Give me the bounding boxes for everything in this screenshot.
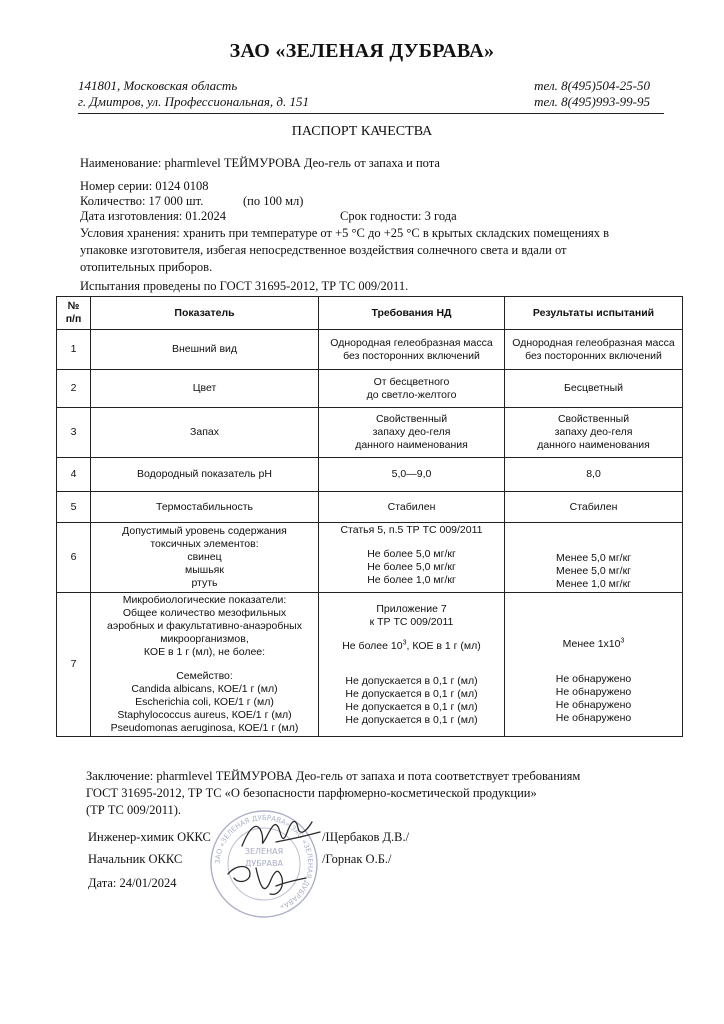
table-row [57,370,683,408]
row-number: 6 [57,523,91,593]
row-result: Менее 5,0 мг/кг Менее 5,0 мг/кг Менее 1,0 мг/кг [505,523,683,593]
conclusion-line-2: ГОСТ 31695-2012, ТР ТС «О безопасности парфюмерно-косметической продукции» [86,786,537,800]
row-indicator: Термостабильность [91,492,319,523]
table-row [57,492,683,523]
product-name: Наименование: pharmlevel ТЕЙМУРОВА Део-гель от запаха и пота [80,156,440,170]
row-number: 2 [57,370,91,408]
quantity-note: (по 100 мл) [243,194,304,208]
phone-2: тел. 8(495)993-99-95 [534,94,650,109]
conclusion-line-3: (ТР ТС 009/2011). [86,803,182,817]
row-indicator: Водородный показатель рН [91,458,319,492]
header-divider [78,113,664,114]
row-number: 3 [57,408,91,458]
engineer-title: Инженер-химик ОККС [88,830,211,844]
table-header-row [57,297,683,330]
row-requirement: Приложение 7 к ТР ТС 009/2011 Не более $10^3$, КОЕ в 1 г (мл) Не допускается в 0,1 г (мл) Не допускается в 0,1 г (мл) Не допускается в 0,1 г (мл) Не допускается в 0,1 г (мл) [319,593,505,737]
table-row [57,593,683,737]
header-result: Результаты испытаний [505,297,683,330]
quantity: Количество: 17 000 шт. [80,194,204,208]
tests-standard: Испытания проведены по ГОСТ 31695-2012, ТР ТС 009/2011. [80,279,409,293]
header-indicator: Показатель [91,297,319,330]
quality-table [56,296,683,737]
head-name: /Горнак О.Б./ [322,852,392,866]
engineer-name: /Щербаков Д.В./ [322,830,410,844]
row-result: Стабилен [505,492,683,523]
row-number: 1 [57,330,91,370]
svg-text:ЗАО «ЗЕЛЕНАЯ ДУБРАВА» ЗАО «ЗЕЛ: ЗАО «ЗЕЛЕНАЯ ДУБРАВА» ЗАО «ЗЕЛЕНАЯ ДУБРАВА» [213,813,315,911]
head-title: Начальник ОККС [88,852,183,866]
row-result: Менее $1х10^3$ Не обнаружено Не обнаружено Не обнаружено Не обнаружено [505,593,683,737]
sign-date: Дата: 24/01/2024 [88,876,177,890]
company-name: ЗАО «ЗЕЛЕНАЯ ДУБРАВА» [229,40,495,62]
row-number: 5 [57,492,91,523]
row-indicator: Внешний вид [91,330,319,370]
row-requirement: Однородная гелеобразная масса без посторонних включений [319,330,505,370]
conclusion-line-1: Заключение: pharmlevel ТЕЙМУРОВА Део-гель от запаха и пота соответствует требованиям [86,769,581,783]
row-requirement: Свойственный запаху део-геля данного наименования [319,408,505,458]
company-address [78,78,309,110]
row-result: Бесцветный [505,370,683,408]
row-indicator: Допустимый уровень содержания токсичных элементов: свинец мышьяк ртуть [91,523,319,593]
storage-line-3: отопительных приборов. [80,260,213,274]
table-row [57,523,683,593]
storage-line-1: Условия хранения: хранить при температуре от +5 °С до +25 °С в крытых складских помещениях в [80,226,610,240]
series-number: Номер серии: 0124 0108 [80,179,209,193]
row-number: 7 [57,593,91,737]
phone-1: тел. 8(495)504-25-50 [534,78,650,93]
engineer-signature [236,812,326,856]
head-signature [220,856,310,904]
row-indicator: Цвет [91,370,319,408]
row-result: Однородная гелеобразная масса без посторонних включений [505,330,683,370]
document-title: ПАСПОРТ КАЧЕСТВА [291,124,433,139]
table-row [57,458,683,492]
address-line-2: г. Дмитров, ул. Профессиональная, д. 151 [78,94,309,109]
address-line-1: 141801, Московская область [78,78,238,93]
shelf-life: Срок годности: 3 года [340,209,457,223]
storage-conditions [80,225,680,276]
row-indicator: Микробиологические показатели: Общее количество мезофильных аэробных и факультативно-анаэробных микроорганизмов, КОЕ в 1 г (мл), не более: Семейство: Candida albicans, КОЕ/1 г (мл) Escherichia coli, КОЕ/1 г (мл) Staphylococcus aureus, КОЕ/1 г (мл) Pseudomonas aeruginosa, КОЕ/1 г (мл) [91,593,319,737]
svg-text:ЗЕЛЕНАЯ: ЗЕЛЕНАЯ [244,847,284,856]
row-requirement: Стабилен [319,492,505,523]
manufacture-date: Дата изготовления: 01.2024 [80,209,226,223]
header-number: № п/п [57,297,91,330]
row-requirement: От бесцветного до светло-желтого [319,370,505,408]
row-result: Свойственный запаху део-геля данного наименования [505,408,683,458]
svg-text:ДУБРАВА: ДУБРАВА [245,859,283,868]
row-number: 4 [57,458,91,492]
row-result: 8,0 [505,458,683,492]
table-row [57,408,683,458]
storage-line-2: упаковке изготовителя, избегая непосредственное воздействия солнечного света и вдали от [80,243,567,257]
conclusion [86,768,580,819]
company-phones [534,78,650,110]
row-requirement: 5,0—9,0 [319,458,505,492]
header-requirement: Требования НД [319,297,505,330]
row-requirement: Статья 5, п.5 ТР ТС 009/2011 Не более 5,0 мг/кг Не более 5,0 мг/кг Не более 1,0 мг/кг [319,523,505,593]
row-indicator: Запах [91,408,319,458]
table-row [57,330,683,370]
